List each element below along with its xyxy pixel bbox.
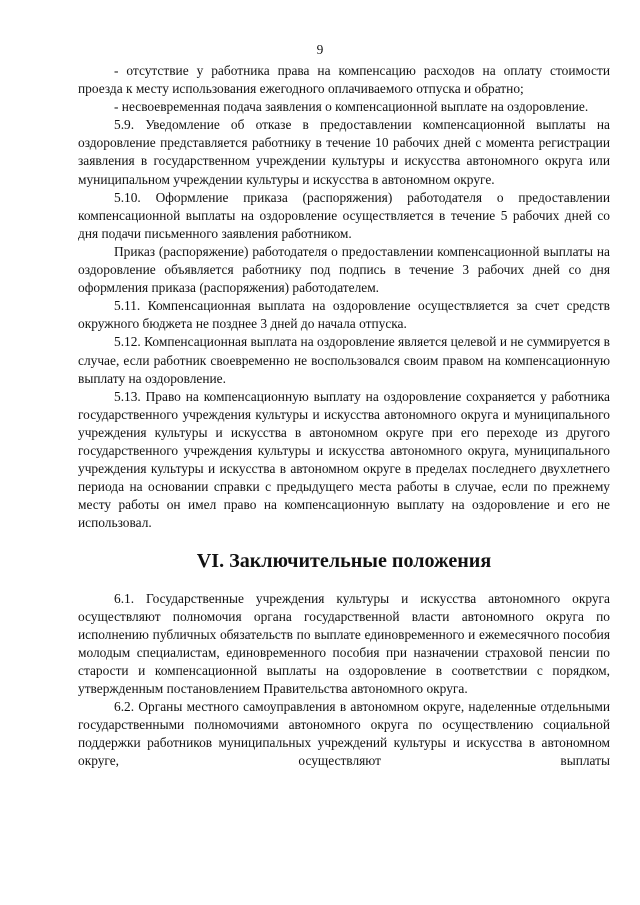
paragraph-5-10: 5.10. Оформление приказа (распоряжения) работодателя о предоставлении компенсационной выплаты на оздоровление осуществляется в течение 5 рабочих дней со дня подачи письменного заявления работником.: [78, 189, 610, 241]
section-heading: VI. Заключительные положения: [196, 550, 492, 573]
document-body: [78, 62, 610, 770]
paragraph-order-announcement: Приказ (распоряжение) работодателя о предоставлении компенсационной выплаты на оздоровление объявляется работнику под подпись в течение 3 рабочих дней со дня оформления приказа (распоряжения) работодателем.: [78, 243, 610, 296]
paragraph-5-11: 5.11. Компенсационная выплата на оздоровление осуществляется за счет средств окружного бюджета не позднее 3 дней до начала отпуска.: [78, 298, 610, 332]
paragraph-no-right-to-compensation: - отсутствие у работника права на компенсацию расходов на оплату стоимости проезда к месту использования ежегодного оплачиваемого отпуска и обратно;: [78, 63, 610, 97]
paragraph-5-13: 5.13. Право на компенсационную выплату на оздоровление сохраняется у работника государственного учреждения культуры и искусства автономного округа и муниципального учреждения культуры и искусства в автономном округе при его переходе из другого государственного учреждения культуры и искусства автономного округа, муниципального учреждения культуры и искусства в автономном округе в пределах последнего двухлетнего периода на основании справки с предыдущего места работы в случае, если по прежнему месту работы он имел право на компенсационную выплату на оздоровление и его не использовал.: [78, 388, 610, 531]
paragraph-late-application: - несвоевременная подача заявления о компенсационной выплате на оздоровление.: [114, 99, 589, 115]
paragraph-5-9: 5.9. Уведомление об отказе в предоставлении компенсационной выплаты на оздоровление представляется работнику в течение 10 рабочих дней с момента регистрации заявления в государственном учреждении культуры и искусства автономного округа или муниципальном учреждении культуры и искусства в автономном округе.: [78, 117, 610, 187]
paragraph-5-12: 5.12. Компенсационная выплата на оздоровление является целевой и не суммируется в случае, если работник своевременно не воспользовался своим правом на компенсационную выплату на оздоровление.: [78, 334, 610, 386]
page-number: 9: [316, 42, 324, 57]
paragraph-6-1: 6.1. Государственные учреждения культуры и искусства автономного округа осуществляют полномочия органа государственной власти автономного округа по исполнению публичных обязательств по выплате единовременного и ежемесячного пособия молодым специалистам, единовременного пособия при назначении страховой пенсии по старости и компенсационной выплаты на оздоровление в соответствии с порядком, утвержденным постановлением Правительства автономного округа.: [78, 590, 610, 696]
paragraph-6-2: 6.2. Органы местного самоуправления в автономном округе, наделенные отдельными государственными полномочиями автономного округа по осуществлению социальной поддержки работников муниципальных учреждений культуры и искусства в автономном округе, осуществляют выплаты: [78, 699, 610, 769]
